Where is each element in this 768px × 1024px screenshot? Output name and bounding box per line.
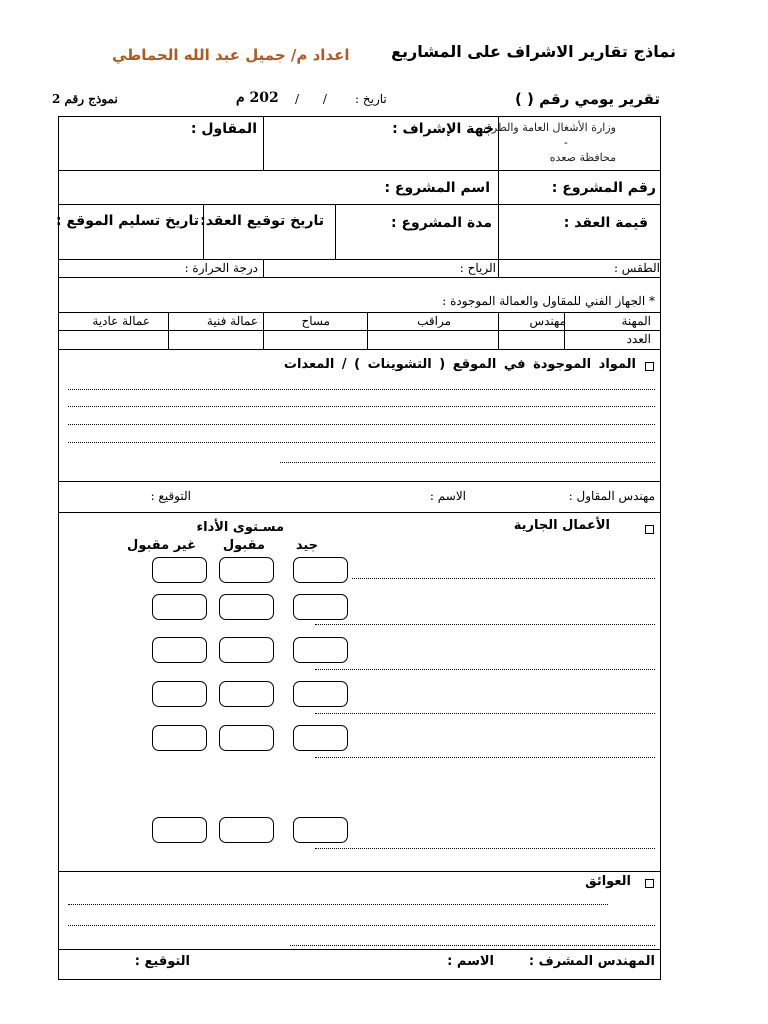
year-label: 202 م: [236, 90, 279, 106]
work-item-line[interactable]: [315, 624, 655, 625]
rating-box-acceptable[interactable]: [219, 725, 274, 751]
obstacles-checkbox[interactable]: [645, 879, 654, 888]
staff-surveyor: مساح: [301, 314, 330, 328]
temperature-label: درجة الحرارة :: [184, 261, 258, 275]
staff-title: * الجهاز الفني للمقاول والعمالة الموجودة :: [442, 294, 655, 308]
rating-box-acceptable[interactable]: [219, 817, 274, 843]
performance-good-header: جيد: [295, 538, 318, 553]
work-item-line[interactable]: [315, 669, 655, 670]
daily-report-number: تقرير يومي رقم ( ): [514, 90, 660, 108]
staff-supervisor: مراقب: [417, 314, 451, 328]
supervision-label: جهة الإشراف :: [392, 121, 494, 137]
rating-box-acceptable[interactable]: [219, 681, 274, 707]
supervisor-name-label: الاسم :: [447, 954, 494, 969]
materials-checkbox[interactable]: [645, 362, 654, 371]
current-works-title: الأعمال الجارية: [513, 518, 610, 533]
rating-box-unacceptable[interactable]: [152, 557, 207, 583]
materials-title: المواد الموجودة في الموقع ( التشوينات ) / المعدات: [283, 357, 636, 372]
works-checkbox[interactable]: [645, 525, 654, 534]
rating-box-unacceptable[interactable]: [152, 725, 207, 751]
staff-profession-header: المهنة: [621, 314, 651, 328]
rating-box-good[interactable]: [293, 557, 348, 583]
work-item-line[interactable]: [315, 848, 655, 849]
staff-count-header: العدد: [626, 332, 651, 346]
rating-box-good[interactable]: [293, 637, 348, 663]
form-number: نموذج رقم 2: [52, 92, 118, 106]
staff-general-labor: عمالة عادية: [92, 314, 150, 328]
rating-box-acceptable[interactable]: [219, 557, 274, 583]
supervising-engineer-label: المهندس المشرف :: [528, 954, 655, 969]
rating-box-acceptable[interactable]: [219, 594, 274, 620]
project-duration-label: مدة المشروع :: [390, 215, 492, 231]
contractor-engineer-label: مهندس المقاول :: [568, 489, 655, 503]
project-number-label: رقم المشروع :: [551, 180, 656, 196]
staff-skilled-labor: عمالة فنية: [206, 314, 258, 328]
rating-box-good[interactable]: [293, 681, 348, 707]
winds-label: الرياح :: [459, 261, 496, 275]
site-handover-date-label: تاريخ تسليم الموقع :: [55, 213, 199, 229]
rating-box-good[interactable]: [293, 817, 348, 843]
rating-box-good[interactable]: [293, 594, 348, 620]
weather-label: الطقس :: [613, 261, 660, 275]
contract-value-label: قيمة العقد :: [563, 215, 648, 231]
governorate-name: محافظة صعده: [549, 151, 616, 164]
supervisor-signature-label: التوقيع :: [134, 954, 190, 969]
contract-sign-date-label: تاريخ توقيع العقد:: [200, 213, 324, 229]
rating-box-unacceptable[interactable]: [152, 817, 207, 843]
work-item-line[interactable]: [315, 713, 655, 714]
rating-box-unacceptable[interactable]: [152, 637, 207, 663]
staff-engineer: مهندس: [529, 314, 566, 328]
work-item-line[interactable]: [315, 757, 655, 758]
document-title: نماذج تقارير الاشراف على المشاريع: [391, 42, 676, 61]
ministry-name: وزارة الأشغال العامة والطرق: [483, 121, 616, 134]
project-name-label: اسم المشروع :: [384, 180, 490, 196]
author-line: اعداد م/ جميل عبد الله الحماطي: [112, 46, 350, 64]
work-item-line[interactable]: [352, 578, 655, 579]
rating-box-good[interactable]: [293, 725, 348, 751]
performance-acceptable-header: مقبول: [222, 538, 265, 553]
performance-unacceptable-header: غير مقبول: [127, 538, 196, 553]
contractor-label: المقاول :: [190, 121, 257, 137]
date-slashes: / /: [295, 92, 327, 106]
org-dash: -: [564, 136, 568, 149]
obstacles-title: العوائق: [585, 874, 631, 889]
contractor-name-label: الاسم :: [429, 489, 466, 503]
performance-level-title: مسـتوى الأداء: [196, 520, 284, 535]
rating-box-acceptable[interactable]: [219, 637, 274, 663]
date-label: تاريخ :: [355, 92, 387, 106]
contractor-signature-label: التوقيع :: [150, 489, 191, 503]
rating-box-unacceptable[interactable]: [152, 594, 207, 620]
rating-box-unacceptable[interactable]: [152, 681, 207, 707]
